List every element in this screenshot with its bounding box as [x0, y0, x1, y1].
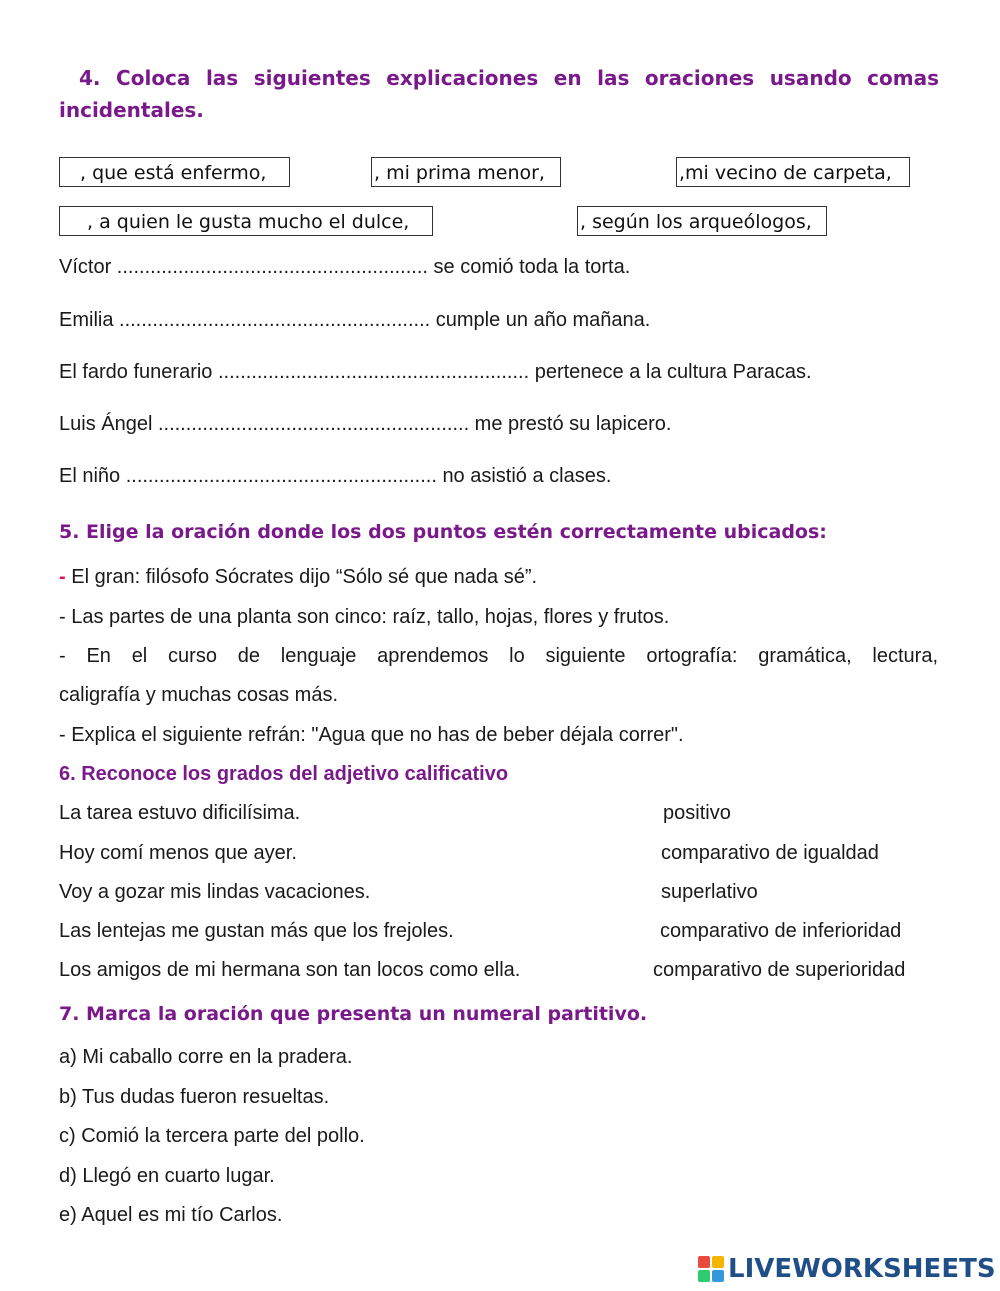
adjective-sentence-2[interactable]: Hoy comí menos que ayer.	[59, 842, 297, 864]
partitive-option-b[interactable]: b) Tus dudas fueron resueltas.	[59, 1086, 330, 1108]
degree-option-3[interactable]: superlativo	[661, 881, 758, 903]
colon-option-1-text: El gran: filósofo Sócrates dijo “Sólo sé que nada sé”.	[71, 566, 538, 588]
section-4-title-line2: incidentales.	[59, 98, 204, 122]
degree-option-5[interactable]: comparativo de superioridad	[653, 959, 906, 981]
adjective-sentence-1[interactable]: La tarea estuvo dificilísima.	[59, 802, 301, 824]
phrase-box-4[interactable]: , a quien le gusta mucho el dulce,	[59, 206, 433, 236]
logo-square-icon	[698, 1270, 710, 1282]
phrase-box-5[interactable]: , según los arqueólogos,	[577, 206, 827, 236]
liveworksheets-logo-icon	[698, 1256, 724, 1282]
section-4-number: 4.	[79, 66, 101, 90]
phrase-box-1[interactable]: , que está enfermo,	[59, 157, 290, 187]
colon-option-2[interactable]: - Las partes de una planta son cinco: raíz, tallo, hojas, flores y frutos.	[59, 606, 670, 628]
sentence-fill-2[interactable]: Emilia ........................................................ cumple un año mañana.	[59, 309, 651, 331]
liveworksheets-logo	[698, 1252, 996, 1286]
phrase-box-2[interactable]: , mi prima menor,	[371, 157, 561, 187]
sentence-fill-5[interactable]: El niño ........................................................ no asistió a clases.	[59, 465, 612, 487]
sentence-fill-4[interactable]: Luis Ángel ........................................................ me prestó su lapicero.	[59, 413, 672, 435]
logo-square-icon	[698, 1256, 710, 1268]
sentence-fill-3[interactable]: El fardo funerario ........................................................ pertenece a la cultura Paracas.	[59, 361, 812, 383]
section-7-heading: 7. Marca la oración que presenta un numeral partitivo.	[59, 1003, 648, 1025]
degree-option-1[interactable]: positivo	[663, 802, 731, 824]
logo-square-icon	[712, 1270, 724, 1282]
partitive-option-e[interactable]: e) Aquel es mi tío Carlos.	[59, 1204, 283, 1226]
degree-option-4[interactable]: comparativo de inferioridad	[660, 920, 902, 942]
section-5-heading: 5. Elige la oración donde los dos puntos estén correctamente ubicados:	[59, 521, 827, 543]
colon-option-1[interactable]	[59, 566, 537, 589]
colon-option-3-line1[interactable]: - En el curso de lenguaje aprendemos lo siguiente ortografía: gramática, lectura,	[59, 645, 938, 667]
partitive-option-c[interactable]: c) Comió la tercera parte del pollo.	[59, 1125, 365, 1147]
adjective-sentence-4[interactable]: Las lentejas me gustan más que los frejoles.	[59, 920, 454, 942]
colon-option-4[interactable]: - Explica el siguiente refrán: "Agua que no has de beber déjala correr".	[59, 724, 684, 746]
degree-option-2[interactable]: comparativo de igualdad	[661, 842, 879, 864]
colon-option-3-line2[interactable]: caligrafía y muchas cosas más.	[59, 684, 338, 706]
adjective-sentence-3[interactable]: Voy a gozar mis lindas vacaciones.	[59, 881, 371, 903]
adjective-sentence-5[interactable]: Los amigos de mi hermana son tan locos como ella.	[59, 959, 521, 981]
logo-text: LIVEWORKSHEETS	[728, 1254, 996, 1284]
phrase-box-3[interactable]: ,mi vecino de carpeta,	[676, 157, 910, 187]
logo-square-icon	[712, 1256, 724, 1268]
section-4-title-line1: Coloca las siguientes explicaciones en las oraciones usando comas	[116, 66, 939, 90]
section-4-heading	[59, 62, 939, 126]
section-6-heading: 6. Reconoce los grados del adjetivo calificativo	[59, 763, 509, 785]
partitive-option-d[interactable]: d) Llegó en cuarto lugar.	[59, 1165, 275, 1187]
sentence-fill-1[interactable]: Víctor ........................................................ se comió toda la torta.	[59, 256, 631, 278]
partitive-option-a[interactable]: a) Mi caballo corre en la pradera.	[59, 1046, 353, 1068]
option-dash: -	[59, 566, 66, 588]
